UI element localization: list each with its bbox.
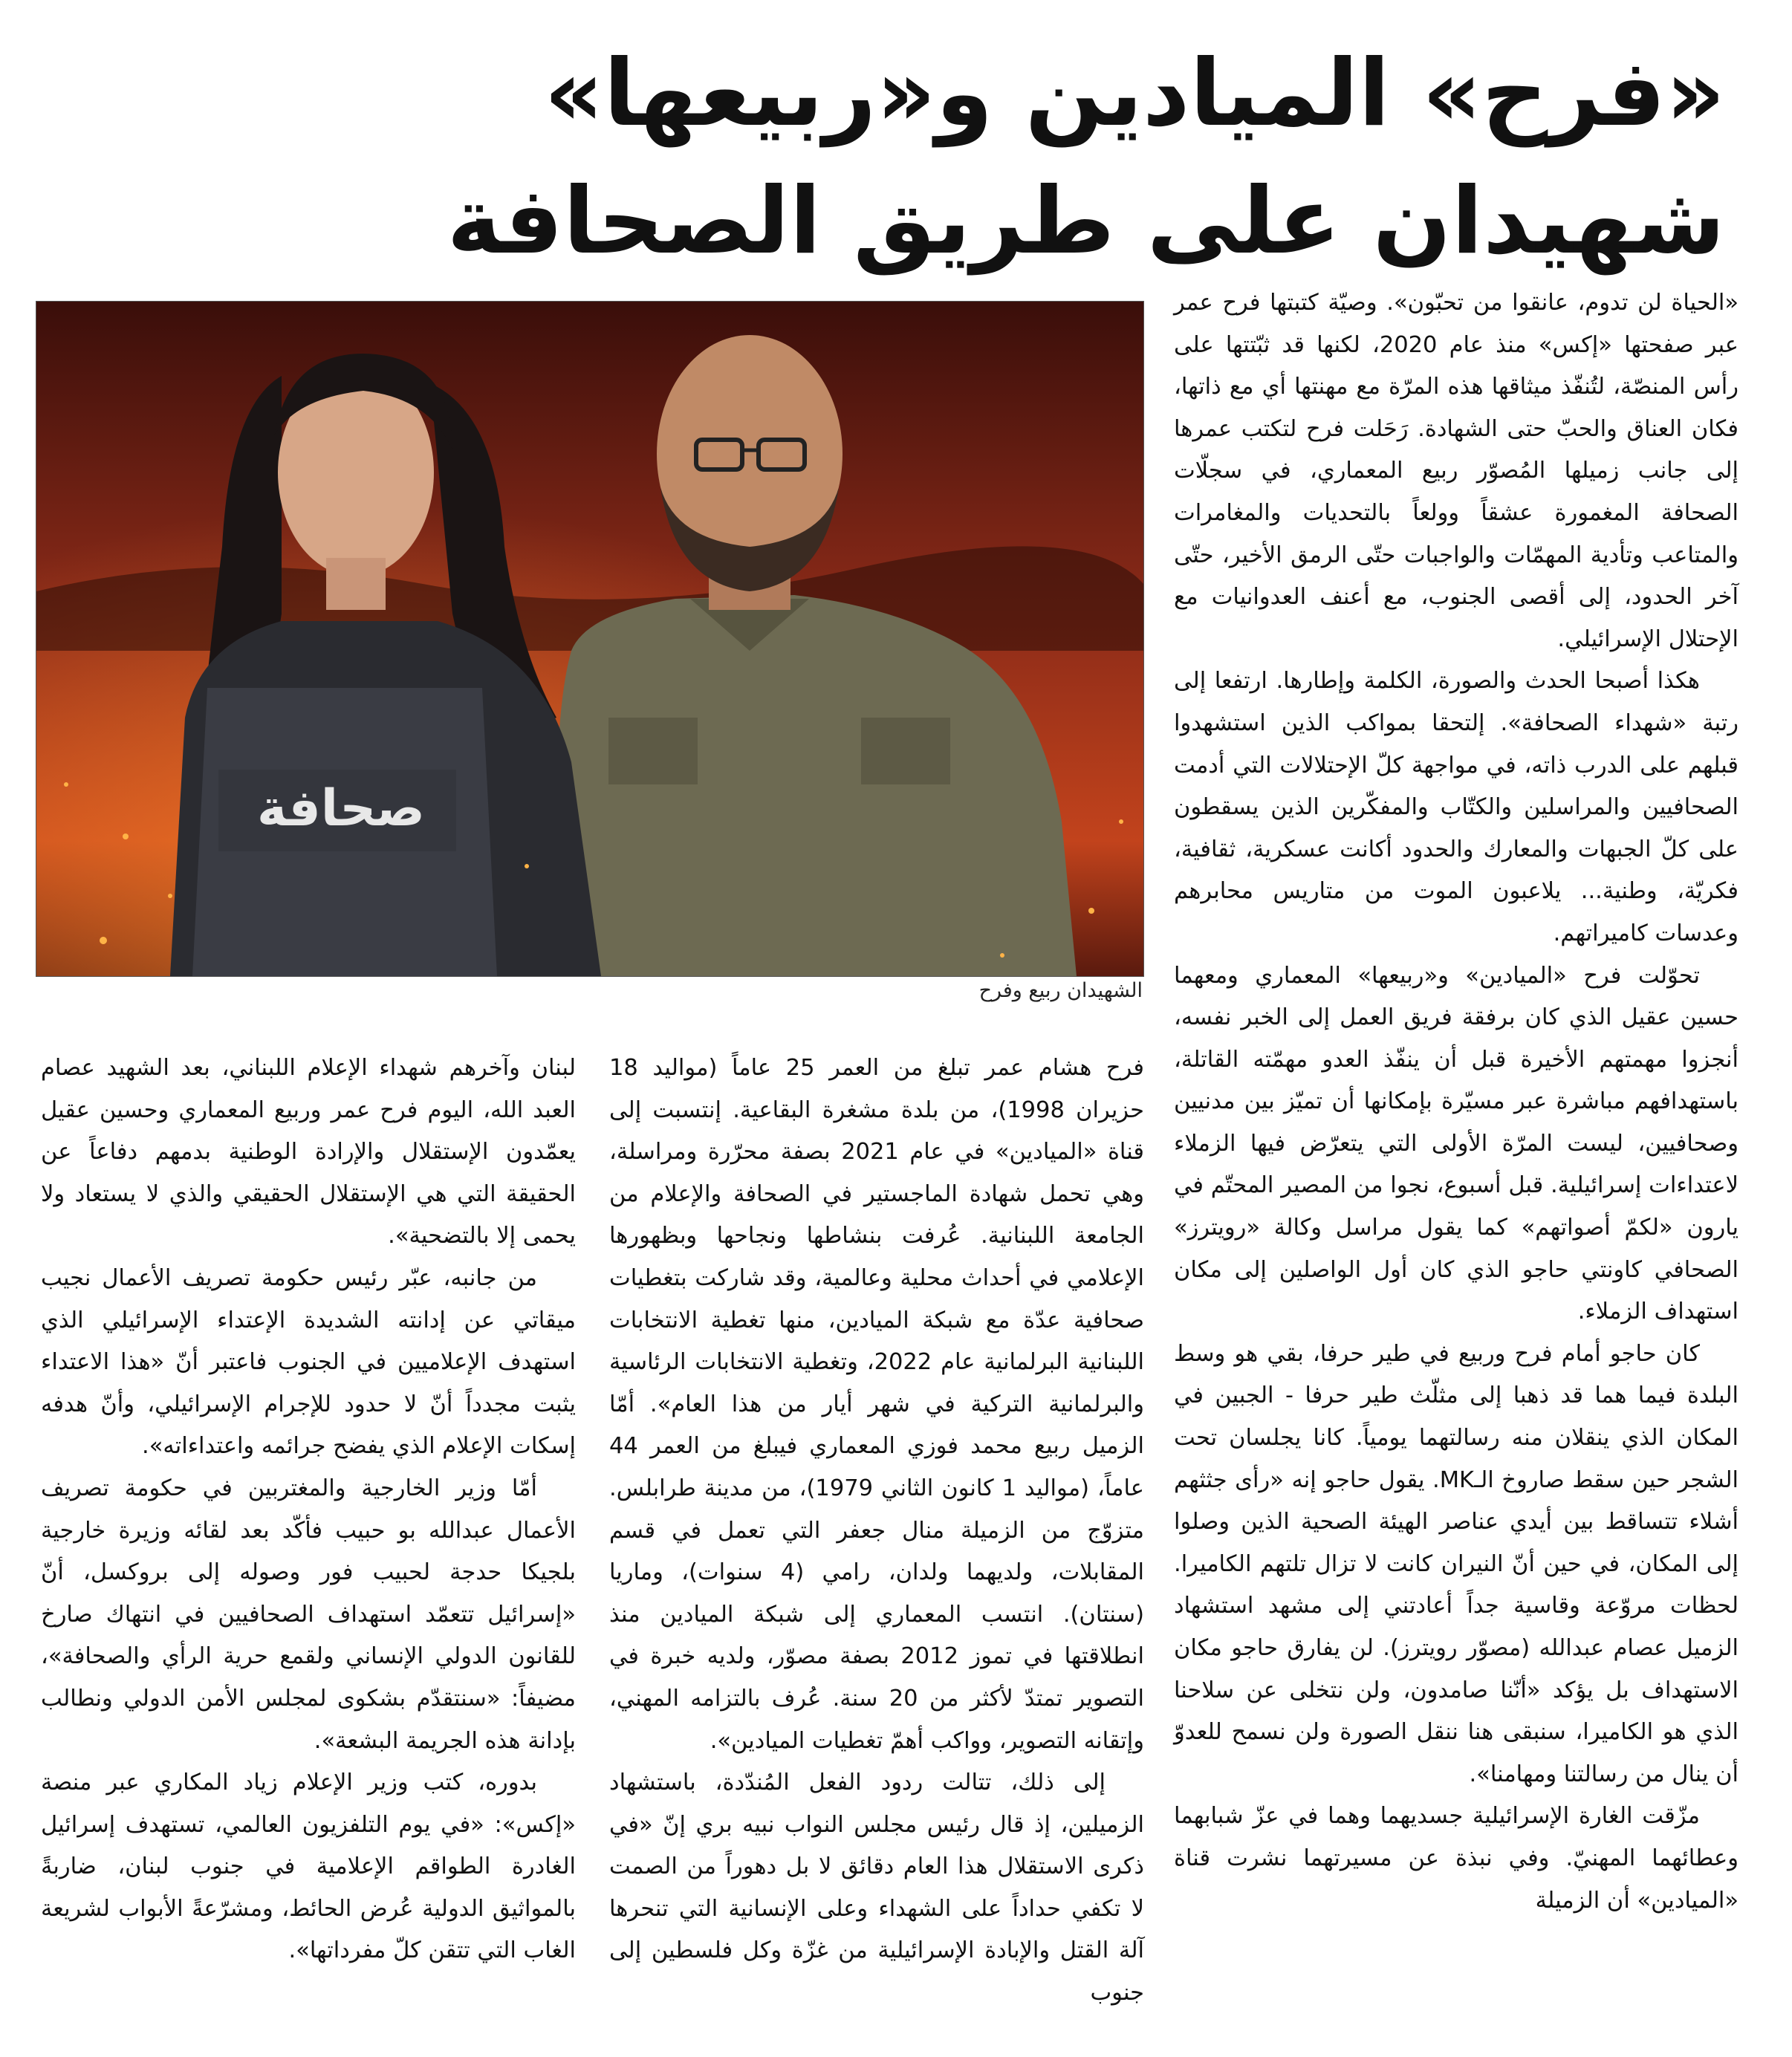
paragraph: «الحياة لن تدوم، عانقوا من تحبّون». وصيّة كتبتها فرح عمر عبر صفحتها «إكس» منذ عام 2020، لكنها قد ثبّتتها على رأس المنصّة، لتُنفّذ ميثاقها هذه المرّة مع مهنتها أي مع ذاتها، فكان العناق والحبّ حتى الشهادة. رَحَلت فرح لتكتب عمرها إلى جانب زميلها المُصوّر ربيع المعماري، في سجلّات الصحافة المغمورة عشقاً وولعاً بالتحديات والمغامرات والمتاعب وتأدية المهمّات والواجبات حتّى الرمق الأخير، حتّى آخر الحدود، إلى أقصى الجنوب، مع أعنف العدوانيات مع الإحتلال الإسرائيلي. [1174, 290, 1739, 652]
paragraph: إلى ذلك، تتالت ردود الفعل المُندّدة، باستشهاد الزميلين، إذ قال رئيس مجلس النواب نبيه بري إنّ «في ذكرى الاستقلال هذا العام دقائق لا بل دهوراً من الصمت لا تكفي حداداً على الشهداء وعلى الإنسانية التي تنحرها آلة القتل والإبادة الإسرائيلية من غزّة وكل فلسطين إلى جنوب [609, 1770, 1144, 2006]
photo-caption: الشهيدان ربيع وفرح [978, 979, 1143, 1002]
paragraph: من جانبه، عبّر رئيس حكومة تصريف الأعمال نجيب ميقاتي عن إدانته الشديدة الإعتداء الإسرائيلي الذي استهدف الإعلاميين في الجنوب فاعتبر أنّ «هذا الاعتداء يثبت مجدداً أنّ لا حدود للإجرام الإسرائيلي، وأنّ هدفه إسكات الإعلام الذي يفضح جرائمه واعتداءاته». [41, 1264, 576, 1460]
article-column-left [41, 1047, 576, 1972]
paragraph: هكذا أصبحا الحدث والصورة، الكلمة وإطارها. ارتفعا إلى رتبة «شهداء الصحافة». إلتحقا بمواكب الذين استشهدوا قبلهم على الدرب ذاته، في مواجهة كلّ الإحتلالات التي أدمت الصحافيين والمراسلين والكتّاب والمفكّرين الذين يسقطون على كلّ الجبهات والمعارك والحدود أكانت عسكرية، ثقافية، فكريّة، وطنية... يلاعبون الموت من متاريس محابرهم وعدسات كاميراتهم. [1174, 668, 1739, 946]
paragraph: كان حاجو أمام فرح وربيع في طير حرفا، بقي هو وسط البلدة فيما هما قد ذهبا إلى مثلّث طير حرفا - الجبين في المكان الذي ينقلان منه رسالتهما يومياً. كانا يجلسان تحت الشجر حين سقط صاروخ الـMK. يقول حاجو إنه «رأى جثثهم أشلاء تتساقط بين أيدي عناصر الهيئة الصحية الذين وصلوا إلى المكان، في حين أنّ النيران كانت لا تزال تلتهم الكاميرا. لحظات مروّعة وقاسية جداً أعادتني إلى مشهد استشهاد الزميل عصام عبدالله (مصوّر رويترز). لن يفارق حاجو مكان الاستهداف بل يؤكد «أنّنا صامدون، ولن نتخلى عن سلاحنا الذي هو الكاميرا، سنبقى هنا ننقل الصورة ولن نسمح للعدوّ أن ينال من رسالتنا ومهامنا». [1174, 1340, 1739, 1787]
article-photo [36, 301, 1144, 977]
paragraph: بدوره، كتب وزير الإعلام زياد المكاري عبر منصة «إكس»: «في يوم التلفزيون العالمي، تستهدف إسرائيل الغادرة الطواقم الإعلامية في جنوب لبنان، ضاربةً بالمواثيق الدولية عُرض الحائط، ومشرّعةً الأبواب لشريعة الغاب التي تتقن كلّ مفرداتها». [41, 1770, 576, 1964]
vest-press-text: صحافة [256, 779, 426, 838]
photo-illustration [36, 302, 1143, 976]
headline-line-1: «فرح» الميادين و«ربيعها» [544, 40, 1725, 147]
article-column-right [1174, 282, 1739, 1922]
headline-line-2: شهيدان على طريق الصحافة [447, 168, 1725, 275]
article-column-middle [609, 1047, 1144, 2015]
paragraph: أمّا وزير الخارجية والمغتربين في حكومة تصريف الأعمال عبدالله بو حبيب فأكّد بعد لقائه وزيرة خارجية بلجيكا حدجة لحبيب فور وصوله إلى بروكسل، أنّ «إسرائيل تتعمّد استهداف الصحافيين في انتهاك صارخ للقانون الدولي الإنساني ولقمع حرية الرأي والصحافة»، مضيفاً: «سنتقدّم بشكوى لمجلس الأمن الدولي ونطالب بإدانة هذه الجريمة البشعة». [41, 1475, 576, 1754]
headline [67, 30, 1725, 285]
paragraph: فرح هشام عمر تبلغ من العمر 25 عاماً (مواليد 18 حزيران 1998)، من بلدة مشغرة البقاعية. إنتسبت إلى قناة «الميادين» في عام 2021 بصفة محرّرة ومراسلة، وهي تحمل شهادة الماجستير في الصحافة والإعلام من الجامعة اللبنانية. عُرفت بنشاطها ونجاحها وبظهورها الإعلامي في أحداث محلية وعالمية، وقد شاركت بتغطيات صحافية عدّة مع شبكة الميادين، منها تغطية الانتخابات اللبنانية البرلمانية عام 2022، وتغطية الانتخابات الرئاسية والبرلمانية التركية في شهر أيار من هذا العام». أمّا الزميل ربيع محمد فوزي المعماري فيبلغ من العمر 44 عاماً، (مواليد 1 كانون الثاني 1979)، من مدينة طرابلس. متزوّج من الزميلة منال جعفر التي تعمل في قسم المقابلات، ولديهما ولدان، رامي (4 سنوات)، وماريا (سنتان). انتسب المعماري إلى شبكة الميادين منذ انطلاقتها في تموز 2012 بصفة مصوّر، ولديه خبرة في التصوير تمتدّ لأكثر من 20 سنة. عُرف بالتزامه المهني، وإتقانه التصوير، وواكب أهمّ تغطيات الميادين». [609, 1055, 1144, 1754]
paragraph: تحوّلت فرح «الميادين» و«ربيعها» المعماري ومعهما حسين عقيل الذي كان برفقة فريق العمل إلى الخبر نفسه، أنجزوا مهمتهم الأخيرة قبل أن ينفّذ العدو مهمّته القاتلة، باستهدافهم مباشرة عبر مسيّرة بإمكانها أن تميّز بين مدنيين وصحافيين، ليست المرّة الأولى التي يتعرّض فيها الزملاء لاعتداءات إسرائيلية. قبل أسبوع، نجوا من المصير المحتّم في يارون «لكمّ أصواتهم» كما يقول مراسل وكالة «رويترز» الصحافي كاونتي حاجو الذي كان أول الواصلين إلى مكان استهداف الزملاء. [1174, 962, 1739, 1325]
paragraph: لبنان وآخرهم شهداء الإعلام اللبناني، بعد الشهيد عصام العبد الله، اليوم فرح عمر وربيع المعماري وحسين عقيل يعمّدون الإستقلال والإرادة الوطنية بدمهم دفاعاً عن الحقيقة التي هي الإستقلال الحقيقي والذي لا يستعاد ولا يحمى إلا بالتضحية». [41, 1055, 576, 1250]
paragraph: مزّقت الغارة الإسرائيلية جسديهما وهما في عزّ شبابهما وعطائهما المهنيّ. وفي نبذة عن مسيرتهما نشرت قناة «الميادين» أن الزميلة [1174, 1803, 1739, 1914]
